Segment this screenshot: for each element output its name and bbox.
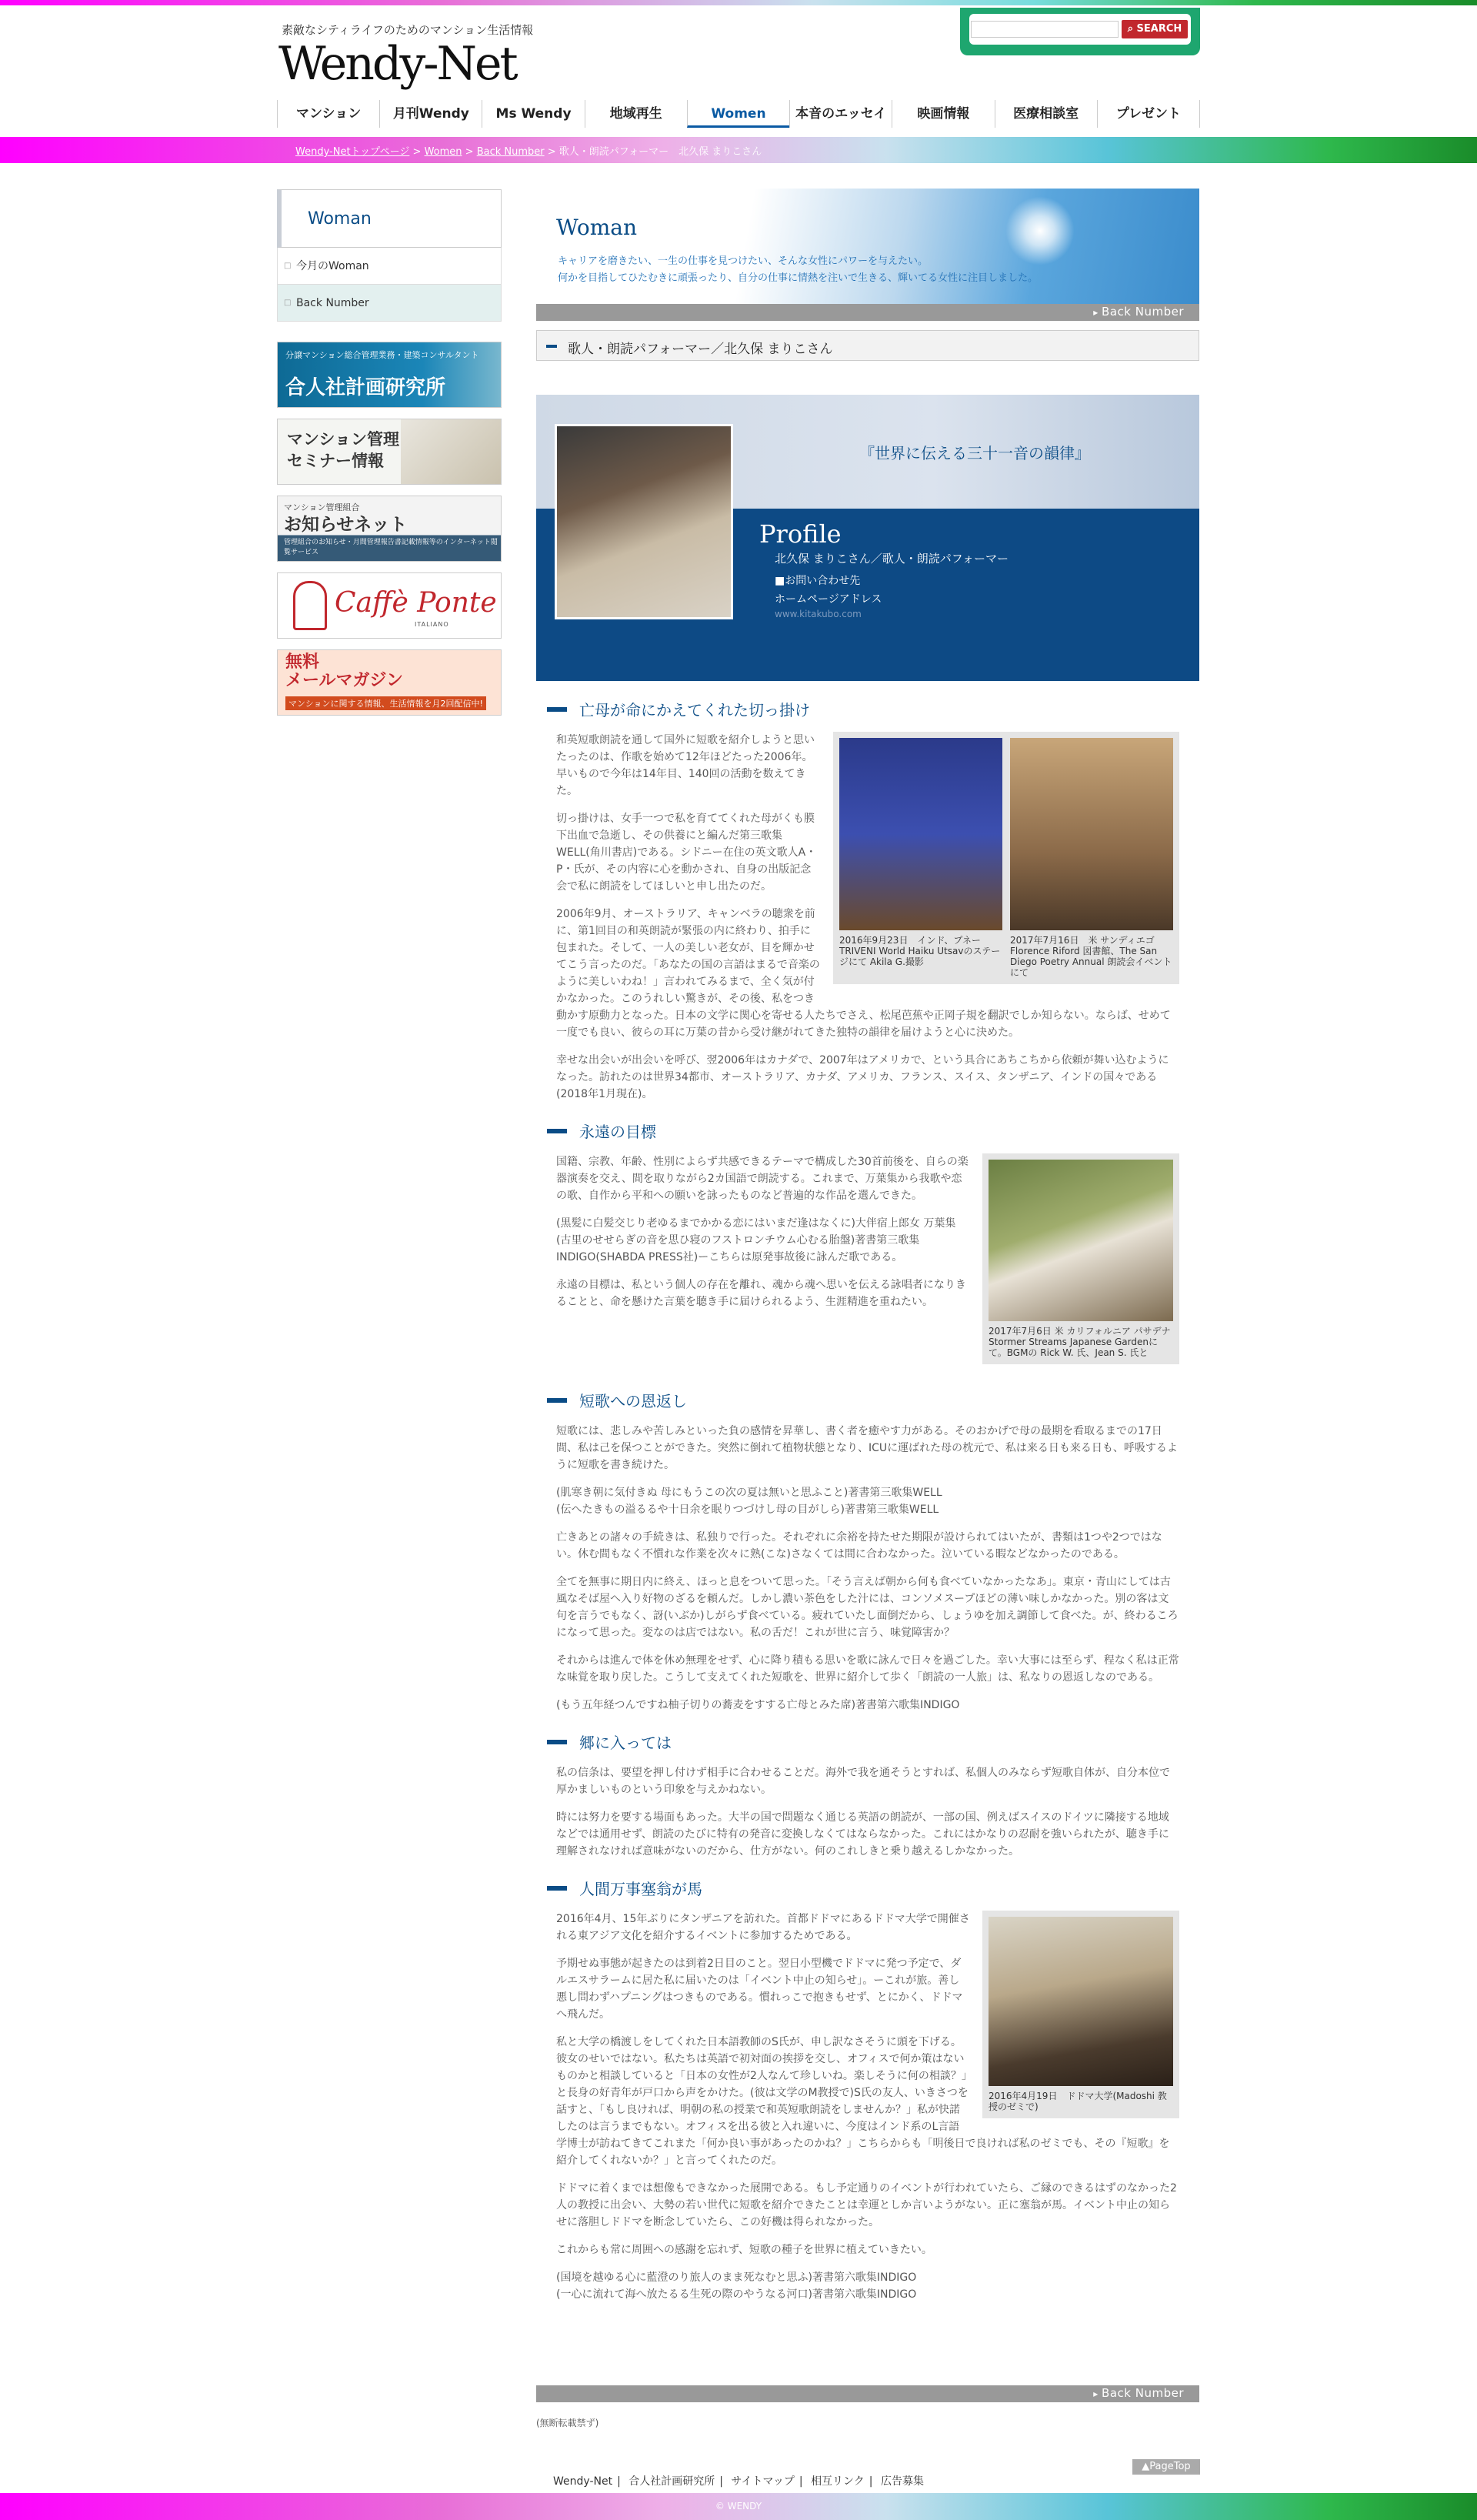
woman-banner-desc-2: 何かを目指してひたむきに頑張ったり、自分の仕事に情熱を注いで生きる、輝いてる女性に注目しました。 (558, 272, 1039, 284)
site-logo[interactable]: Wendy-Net (278, 37, 516, 91)
article-title-box (536, 330, 1199, 361)
banner-oshirase-net[interactable] (277, 496, 502, 562)
nav-item-monthly-wendy[interactable]: 月刊Wendy (379, 100, 482, 128)
copyright-note: (無断転載禁ず) (536, 2418, 599, 2428)
banner-seminar-line2: セミナー情報 (287, 452, 384, 470)
footer-link-gojinsha[interactable]: 合人社計画研究所 (628, 2475, 715, 2488)
banner-caffe-ponte[interactable] (277, 572, 502, 639)
banner-mail-line1: 無料 (285, 653, 320, 672)
banner-mail-line2: メールマガジン (285, 671, 404, 690)
photo-san-diego (1010, 738, 1173, 930)
woman-banner-title: Woman (556, 215, 638, 240)
banner-caffe-title: Caffè Ponte (335, 587, 497, 619)
profile-name: 北久保 まりこさん／歌人・朗読パフォーマー (775, 552, 1009, 566)
photo-figure-pair (833, 732, 1179, 984)
paragraph: 予期せぬ事態が起きたのは到着2日目のこと。翌日小型機でドドマに発つ予定で、ダルエスサラームに居た私に届いたのは「イベント中止の知らせ」。ーこれが旅。善し悪し問わずハプニングはつきものである。慣れっこで抱きもせず、とにかく、ドドマへ飛んだ。 (556, 1958, 963, 2021)
paragraph: 2016年4月、15年ぶりにタンザニアを訪れた。首都ドドマにあるドドマ大学で開催される東アジア文化を紹介するイベントに参加するためである。 (556, 1913, 970, 1942)
profile-homepage-label: ホームページアドレス (775, 593, 882, 606)
footer-bar (0, 2493, 1477, 2520)
main-content (536, 189, 1199, 2303)
section-heading-text: 永遠の目標 (579, 1123, 656, 1141)
paragraph: 短歌には、悲しみや苦しみといった負の感情を昇華し、書く者を癒やす力がある。そのおかげで母の最期を看取るまでの17日間、私は己を保つことができた。突然に倒れて植物状態となり、ICUに運ばれた母の枕元で、私は来る日も来る日も、呼吸するように短歌を書き続けた。 (556, 1425, 1178, 1471)
heading-marker-icon (547, 1886, 567, 1891)
paragraph: これからも常に周囲への感謝を忘れず、短歌の種子を世界に植えていきたい。 (556, 2244, 932, 2256)
copyright: © WENDY (715, 2501, 762, 2512)
nav-item-regional[interactable]: 地域再生 (585, 100, 687, 128)
photo-dodoma-seminar (989, 1917, 1173, 2086)
section-3 (536, 1389, 1199, 1714)
photo-caption: 2016年4月19日 ドドマ大学(Madoshi 教授のゼミで) (989, 2091, 1167, 2112)
back-number-bar-bottom (536, 2385, 1199, 2402)
footer-link-ads[interactable]: 広告募集 (880, 2475, 924, 2488)
banner-mail-title (285, 653, 403, 690)
banner-mail-desc: マンションに関する情報、生活情報を月2回配信中! (285, 696, 486, 710)
sidebar-item-current-woman[interactable]: □ 今月のWoman (277, 248, 502, 285)
breadcrumb-women-link[interactable]: Women (424, 146, 462, 158)
profile-contact (775, 572, 882, 609)
section-2 (536, 1120, 1199, 1372)
photo-figure (982, 1911, 1179, 2118)
paragraph: 全てを無事に期日内に終え、ほっと息をついて思った。「そう言えば朝から何も食べていなかったなあ」。東京・青山にしては古風なそば屋へ入り好物のざるを頼んだ。しかし濃い茶色をした汁には、コンソメスープほどの薄い味しかなかった。別の客は文句を言うでもなく、訝(いぶか)しがらず食べている。疲れていたし面倒だから、しょうゆを加え調節して食べた。が、終わるころになって思った。変なのは店ではない。私の舌だ！これが世に言う、味覚障害か？ (556, 1576, 1179, 1639)
caffe-ponte-logo-icon (293, 581, 327, 630)
section-1 (536, 698, 1199, 1103)
banner-gojinsha[interactable] (277, 342, 502, 408)
paragraph: ドドマに着くまでは想像もできなかった展開である。もし予定通りのイベントが行われていたら、ご縁のできるはずのなかった2人の教授に出会い、大勢の若い世代に短歌を紹介できたことは幸運としか言いようがない。正に塞翁が馬。イベント中止の知らせに落胆しドドマを断念していたら、この好機は得られなかった。 (556, 2182, 1177, 2228)
banner-caffe-sub: ITALIANO (415, 621, 449, 628)
nav-item-movie[interactable]: 映画情報 (892, 100, 994, 128)
footer-link-mutual[interactable]: 相互リンク (811, 2475, 865, 2488)
photo-caption: 2017年7月6日 米 カリフォルニア パサデナ Stormer Streams Japanese Gardenにて。BGMの Rick W. 氏、Jean S. 氏と (989, 1326, 1171, 1358)
breadcrumb-current: 歌人・朗読パフォーマー 北久保 まりこさん (558, 146, 762, 158)
banner-seminar-title (287, 429, 399, 472)
paragraph: 私と大学の橋渡しをしてくれた日本語教師のS氏が、申し訳なさそうに頭を下げる。彼女のせいではない。私たちは英語で初対面の挨拶を交し、オフィスで何か策はないものかと相談していると「日本の女性が2人なんて珍しいね。楽しそうに何の相談？」と長身の好青年が戸口から声をかけた。(彼は文学のM教授で)S氏の友人、いきさつを話すと、「もし良ければ、明朝の私の授業で和英短歌朗読をしませんか？」私が快諾したのは言うまでもない。オフィスを出る彼と入れ違いに、今度はインド系のL言語学博士が訪ねてきてこれまた「何か良い事があったのかね？」こちらからも「明後日で良ければ私のゼミでも、その『短歌』を紹介してくれないか？」と言ってくれたのだ。 (556, 2036, 1170, 2167)
breadcrumb-sep: > (462, 146, 477, 158)
section-5 (536, 1877, 1199, 2303)
profile-contact-label: ■お問い合わせ先 (775, 575, 861, 587)
back-number-bar-top (536, 304, 1199, 321)
section-heading (536, 698, 1199, 721)
section-heading-text: 亡母が命にかえてくれた切っ掛け (579, 701, 810, 719)
heading-marker-icon (547, 1740, 567, 1744)
breadcrumb-back-link[interactable]: Back Number (476, 146, 545, 158)
section-heading (536, 1877, 1199, 1900)
paragraph: 幸せな出会いが出会いを呼び、翌2006年はカナダで、2007年はアメリカで、という具合にあちこちから依頼が舞い込むようになった。訪れたのは世界34都市、オーストラリア、カナダ、アメリカ、フランス、スイス、タンザニア、インドの国々である(2018年1月現在)。 (556, 1054, 1169, 1100)
page-top-button[interactable]: ▲PageTop (1132, 2459, 1200, 2475)
profile-label: Profile (759, 519, 842, 549)
paragraph: (肌寒き朝に気付きぬ 母にもうこの次の夏は無いと思ふこと)著書第三歌集WELL (伝へたきもの溢るるや十日余を眠りつづけし母の目がしら)著書第三歌集WELL (556, 1487, 942, 1516)
search-icon: ⌕ (1127, 23, 1137, 35)
heading-marker-icon (547, 707, 567, 712)
section-4 (536, 1731, 1199, 1860)
breadcrumb-sep: > (544, 146, 559, 158)
banner-oshirase-sub: マンション管理組合 (284, 502, 360, 512)
nav-item-women[interactable]: Women (687, 100, 789, 128)
footer-link-wendy[interactable]: Wendy-Net (553, 2475, 613, 2488)
article-title: 歌人・朗読パフォーマー／北久保 まりこさん (568, 342, 833, 357)
paragraph: 亡きあとの諸々の手続きは、私独りで行った。それぞれに余裕を持たせた期限が設けられてはいたが、書類は1つや2つではない。休む間もなく不慣れな作業を次々に熟(こな)さなくては間に合わなかった。泣いている暇などなかったのである。 (556, 1531, 1162, 1560)
paragraph: (もう五年経つんですね柚子切りの蕎麦をすする亡母とみた席)著書第六歌集INDIGO (556, 1699, 960, 1711)
breadcrumb-sep: > (409, 146, 425, 158)
banner-seminar-photo (401, 419, 501, 485)
top-gradient-line (0, 0, 1477, 5)
banner-gojinsha-title: 合人社計画研究所 (285, 376, 446, 399)
section-heading-text: 短歌への恩返し (579, 1392, 687, 1410)
back-number-link-bottom[interactable]: ▸ Back Number (1093, 2386, 1184, 2400)
paragraph: 永遠の目標は、私という個人の存在を離れ、魂から魂へ思いを伝える詠唱者になりきることと、命を懸けた言葉を聴き手に届けられるよう、生涯精進を重ねたい。 (556, 1279, 966, 1308)
nav-item-essay[interactable]: 本音のエッセイ (789, 100, 892, 128)
paragraph: 国籍、宗教、年齢、性別によらず共感できるテーマで構成した30首前後を、自らの楽器演奏を交え、間を取りながら2カ国語で朗読する。これまで、万葉集から我歌や恋の歌、自作から平和への願いを詠ったものなど普遍的な作品を選んできた。 (556, 1156, 969, 1202)
global-nav (277, 100, 1200, 128)
paragraph: (国境を越ゆる心に藍澄のり旅人のまま死なむと思ふ)著書第六歌集INDIGO (一心に流れて海へ放たるる生死の際のやうなる河口)著書第六歌集INDIGO (556, 2271, 917, 2301)
woman-banner-desc-1: キャリアを磨きたい、一生の仕事を見つけたい、そんな女性にパワーを与えたい。 (558, 255, 929, 267)
search-input[interactable] (971, 21, 1119, 38)
search-box (960, 8, 1200, 55)
banner-gojinsha-sub: 分譲マンション総合管理業務・建築コンサルタント (285, 350, 479, 360)
breadcrumb-home-link[interactable]: Wendy-Netトップページ (295, 146, 410, 158)
search-button[interactable] (1122, 20, 1188, 38)
section-heading-text: 人間万事塞翁が馬 (579, 1880, 702, 1898)
profile-photo (555, 424, 733, 619)
nav-item-present[interactable]: プレゼント (1097, 100, 1200, 128)
back-number-bar-bottom-wrap (536, 2385, 1199, 2402)
breadcrumb (295, 143, 762, 158)
search-button-label: SEARCH (1136, 23, 1182, 35)
sidebar-title: Woman (277, 189, 502, 248)
footer-link-sitemap[interactable]: サイトマップ (731, 2475, 795, 2488)
banner-oshirase-title: お知らせネット (284, 515, 408, 535)
photo-caption: 2016年9月23日 インド、プネー TRIVENI World Haiku Utsavのステージにて Akila G.撮影 (839, 935, 1001, 967)
paragraph: 切っ掛けは、女手一つで私を育ててくれた母がくも膜下出血で急逝し、その供養にと編んだ第三歌集WELL(角川書店)である。シドニー在住の英文歌人A・P・氏が、その内容に心を動かされ、自身の出版記念会で私に朗読をしてほしいと申し出たのだ。 (556, 813, 817, 893)
photo-figure (982, 1153, 1179, 1364)
paragraph: 和英短歌朗読を通して国外に短歌を紹介しようと思いたったのは、作歌を始めて12年ほどたった2006年。早いもので今年は14年目、140回の活動を数えてきた。 (556, 734, 815, 797)
nav-item-medical[interactable]: 医療相談室 (995, 100, 1097, 128)
heading-marker-icon (547, 1398, 567, 1403)
profile-panel (536, 395, 1199, 681)
nav-item-ms-wendy[interactable]: Ms Wendy (482, 100, 584, 128)
banner-seminar[interactable] (277, 419, 502, 485)
heading-marker-icon (547, 1129, 567, 1133)
footer-nav: Wendy-Net | 合人社計画研究所 | サイトマップ | 相互リンク | 広告募集 (0, 2473, 1477, 2488)
section-heading (536, 1731, 1199, 1754)
sidebar-item-back-number[interactable]: □ Back Number (277, 285, 502, 322)
banner-oshirase-desc: 管理組合のお知らせ・月間管理報告書記載情報等のインターネット閲覧サービス (284, 539, 498, 556)
section-heading (536, 1389, 1199, 1412)
profile-url-link[interactable]: www.kitakubo.com (775, 609, 862, 619)
section-heading (536, 1120, 1199, 1143)
paragraph: それからは進んで体を休め無理をせず、心に降り積もる思いを歌に詠んで日々を過ごした。幸い大事には至らず、程なく私は正常な味覚を取り戻した。こうして支えてくれた短歌を、世界に紹介して歩く「朗読の一人旅」は、私なりの恩返しなのである。 (556, 1654, 1179, 1684)
profile-quote: 『世界に伝える三十一音の韻律』 (859, 444, 1090, 462)
paragraph: 2006年9月、オーストラリア、キャンベラの聴衆を前に、第1回目の和英朗読が緊張の内に終わり、拍手に包まれた。そして、一人の美しい老女が、目を輝かせてこう言ったのだ。「あなたの国の言語はまるで音楽のように美しいわね！」言われてみるまで、全く気が付かなかった。このうれしい驚きが、その後、私をつき動かす原動力となった。日本の文学に関心を寄せる人たちでさえ、松尾芭蕉や正岡子規を翻訳でしか知らない。ならば、せめて一度でも良い、彼らの耳に万葉の昔から受け継がれてきた独特の韻律を届けようと心に決めた。 (556, 908, 1171, 1039)
woman-banner-desc (558, 253, 1038, 287)
photo-caption: 2017年7月16日 米 サンディエゴ Florence Riford 図書館、The San Diego Poetry Annual 朗読会イベントにて (1010, 935, 1172, 978)
paragraph: (黒髪に白髪交じり老ゆるまでかかる恋にはいまだ逢はなくに)大伴宿上郎女 万葉集 (古里のせせらぎの音を思ひ寝のフストロンチウム心むる胎盤)著書第三歌集INDIGO(SHABDA PRESS社)ーこちらは原発事故後に詠んだ歌である。 (556, 1217, 956, 1263)
banner-mail-magazine[interactable] (277, 649, 502, 716)
nav-item-mansion[interactable]: マンション (277, 100, 379, 128)
paragraph: 私の信条は、要望を押し付けず相手に合わせることだ。海外で我を通そうとすれば、私個人のみならず短歌自体が、自分本位で厚かましいものという印象を与えかねない。 (556, 1767, 1170, 1796)
banner-seminar-line1: マンション管理 (287, 430, 400, 449)
site-tagline: 素敵なシティライフのためのマンション生活情報 (282, 23, 534, 37)
woman-banner (536, 189, 1199, 304)
photo-pasadena-garden (989, 1160, 1173, 1321)
photo-stage-india (839, 738, 1002, 930)
paragraph: 時には努力を要する場面もあった。大半の国で問題なく通じる英語の朗読が、一部の国、例えばスイスのドイツに隣接する地域などでは通用せず、朗読のたびに特有の発音に変換しなくてはならなかった。これにはかなりの忍耐を強いられたが、聴き手に理解されなければ意味がないのだから、仕方がない。何のこれしきと乗り越えるしかなかった。 (556, 1811, 1169, 1857)
section-heading-text: 郷に入っては (579, 1734, 672, 1752)
title-marker-icon (546, 345, 557, 348)
sidebar (277, 189, 502, 716)
back-number-link-top[interactable]: ▸ Back Number (1093, 305, 1184, 319)
